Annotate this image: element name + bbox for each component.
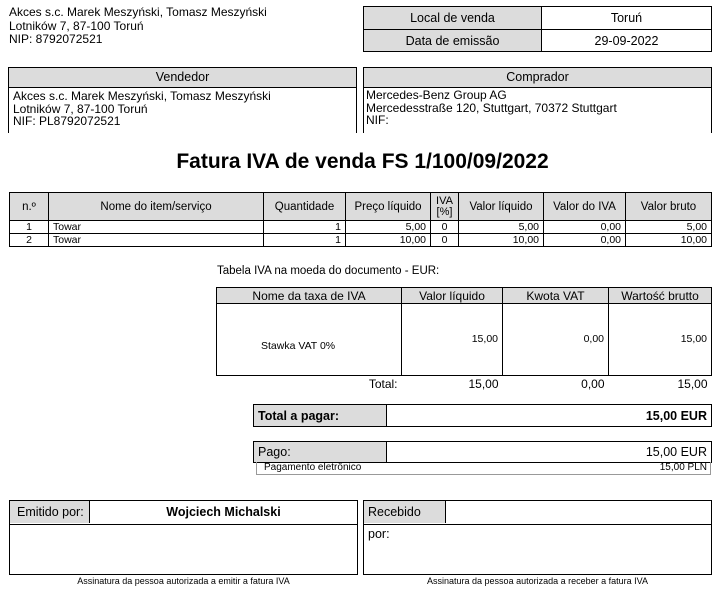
paid-value: 15,00 EUR — [387, 442, 712, 463]
col-net-price-header: Preço líquido — [346, 193, 431, 221]
buyer-title: Comprador — [364, 68, 711, 88]
item-number: 2 — [10, 234, 49, 247]
vendor-name: Akces s.c. Marek Meszyński, Tomasz Meszyński — [13, 89, 271, 103]
buyer-name: Mercedes-Benz Group AG — [366, 88, 507, 102]
seller-header — [9, 6, 267, 47]
received-by-label: Recebido por: — [364, 501, 446, 523]
vat-col-rate-header: Nome da taxa de IVA — [217, 288, 402, 304]
buyer-nif: NIF: — [366, 113, 389, 127]
vendor-nif: NIF: PL8792072521 — [13, 114, 121, 128]
paid-label: Pago: — [254, 442, 387, 463]
vat-total-vat: 0,00 — [581, 376, 605, 391]
received-by-box — [363, 500, 712, 575]
item-net-price: 10,00 — [346, 234, 431, 247]
seller-header-nip: NIP: 8792072521 — [9, 32, 103, 46]
vat-col-net-header: Valor líquido — [402, 288, 503, 304]
issued-by-box — [9, 500, 358, 575]
issued-by-label: Emitido por: — [10, 501, 90, 523]
vat-total-gross: 15,00 — [677, 376, 708, 391]
item-net-value: 10,00 — [459, 234, 544, 247]
place-value: Toruń — [542, 7, 712, 30]
col-vat-value-header: Valor do IVA — [544, 193, 626, 221]
col-net-value-header: Valor líquido — [459, 193, 544, 221]
item-quantity: 1 — [264, 221, 346, 234]
received-by-header — [364, 501, 711, 541]
issued-by-header — [10, 501, 357, 525]
place-label: Local de venda — [364, 7, 542, 30]
vat-col-gross-header: Wartość brutto — [609, 288, 712, 304]
seller-header-name: Akces s.c. Marek Meszyński, Tomasz Meszyński — [9, 5, 267, 19]
item-gross-value: 10,00 — [626, 234, 712, 247]
vat-gross-value: 15,00 — [609, 304, 712, 376]
item-vat-value: 0,00 — [544, 221, 626, 234]
table-row — [217, 304, 712, 376]
issued-by-name: Wojciech Michalski — [166, 505, 281, 519]
item-net-price: 5,00 — [346, 221, 431, 234]
vat-table — [216, 287, 712, 392]
date-label: Data de emissão — [364, 30, 542, 52]
col-name-header: Nome do item/serviço — [49, 193, 264, 221]
issued-by-caption: Assinatura da pessoa autorizada a emitir a fatura IVA — [77, 576, 290, 586]
place-date-table — [363, 6, 712, 52]
items-table — [9, 192, 712, 247]
vat-total-net: 15,00 — [468, 376, 499, 391]
vat-total-label: Total: — [368, 376, 398, 391]
vat-total-row — [217, 376, 712, 392]
vendor-address: Lotników 7, 87-100 Toruń — [13, 101, 148, 116]
total-to-pay-value: 15,00 EUR — [387, 405, 712, 427]
vat-table-caption: Tabela IVA na moeda do documento - EUR: — [217, 265, 440, 277]
col-quantity-header: Quantidade — [264, 193, 346, 221]
vat-rate-name: Stawka VAT 0% — [217, 304, 402, 376]
table-row — [10, 234, 712, 247]
item-net-value: 5,00 — [459, 221, 544, 234]
date-value: 29-09-2022 — [542, 30, 712, 52]
payment-method-row — [256, 462, 711, 475]
vat-col-vat-header: Kwota VAT — [503, 288, 609, 304]
item-vat-rate: 0 — [431, 221, 459, 234]
vendor-box — [8, 67, 357, 133]
invoice-title: Fatura IVA de venda FS 1/100/09/2022 — [176, 150, 549, 173]
total-to-pay-label: Total a pagar: — [254, 405, 387, 427]
col-gross-value-header: Valor bruto — [626, 193, 712, 221]
item-name: Towar — [49, 234, 264, 247]
col-number-header: n.º — [10, 193, 49, 221]
paid-table — [253, 441, 712, 463]
item-vat-rate: 0 — [431, 234, 459, 247]
seller-header-address: Lotników 7, 87-100 Toruń — [9, 18, 144, 33]
vendor-title: Vendedor — [9, 68, 356, 88]
vat-net-value: 15,00 — [402, 304, 503, 376]
vat-vat-value: 0,00 — [503, 304, 609, 376]
total-to-pay — [253, 404, 712, 427]
item-gross-value: 5,00 — [626, 221, 712, 234]
item-number: 1 — [10, 221, 49, 234]
payment-method-value: 15,00 PLN — [659, 462, 707, 473]
buyer-address: Mercedesstraße 120, Stuttgart, 70372 Stuttgart — [366, 100, 617, 115]
payment-method-label: Pagamento eletrônico — [264, 462, 362, 473]
item-name: Towar — [49, 221, 264, 234]
item-vat-value: 0,00 — [544, 234, 626, 247]
vat-header-row — [217, 288, 712, 304]
table-row — [10, 221, 712, 234]
item-quantity: 1 — [264, 234, 346, 247]
items-header-row — [10, 193, 712, 221]
received-by-caption: Assinatura da pessoa autorizada a receber a fatura IVA — [427, 576, 648, 586]
col-vat-rate-header: IVA [%] — [431, 193, 459, 221]
buyer-box — [363, 67, 712, 133]
